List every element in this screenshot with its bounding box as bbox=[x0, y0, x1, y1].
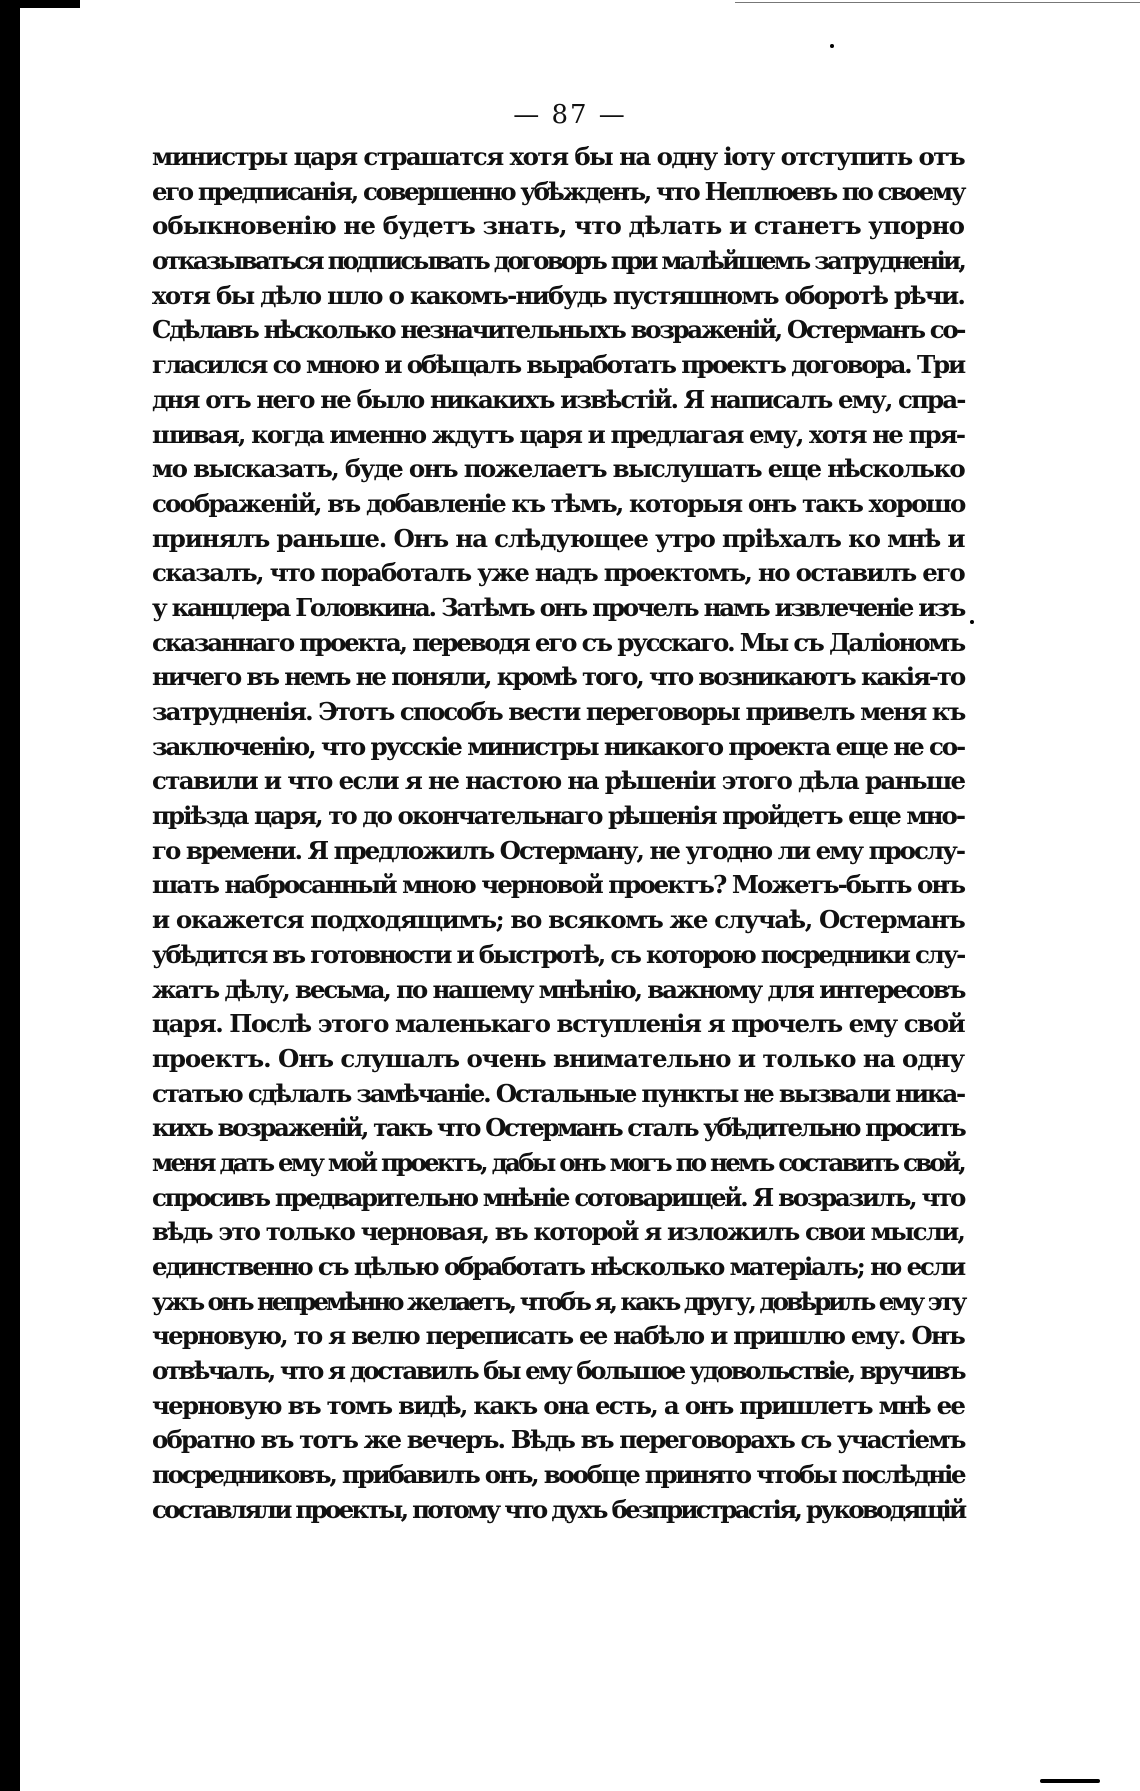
text-line: составляли проекты, потому что духъ безпристрастія, руководящій bbox=[152, 1494, 965, 1524]
text-line: пріѣзда царя, то до окончательнаго рѣшенія пройдетъ еще мно- bbox=[152, 801, 965, 831]
text-line: отказываться подписывать договоръ при малѣйшемъ затрудненіи, bbox=[152, 246, 965, 276]
text-line: царя. Послѣ этого маленькаго вступленія я прочелъ ему свой bbox=[152, 1009, 965, 1039]
text-line: меня дать ему мой проектъ, дабы онъ могъ по немъ составить свой, bbox=[152, 1147, 964, 1177]
text-line: спросивъ предварительно мнѣніе сотоварищей. Я возразилъ, что bbox=[152, 1182, 965, 1212]
text-line: ставили и что если я не настою на рѣшеніи этого дѣла раньше bbox=[152, 766, 965, 796]
text-line: обыкновенію не будетъ знать, что дѣлать и станетъ упорно bbox=[152, 211, 964, 241]
scan-speck bbox=[970, 620, 974, 624]
text-line: принялъ раньше. Онъ на слѣдующее утро пріѣхалъ ко мнѣ и bbox=[152, 523, 965, 553]
text-line: посредниковъ, прибавилъ онъ, вообще принято чтобы послѣдніе bbox=[152, 1460, 965, 1490]
text-line: ничего въ немъ не поняли, кромѣ того, что возникаютъ какія-то bbox=[152, 662, 964, 692]
text-line: соображеній, въ добавленіе къ тѣмъ, которыя онъ такъ хорошо bbox=[152, 488, 965, 518]
text-line: Сдѣлавъ нѣсколько незначительныхъ возраженій, Остерманъ со- bbox=[152, 315, 965, 345]
page-number: — 87 — bbox=[513, 100, 627, 130]
scan-top-mark bbox=[20, 0, 80, 8]
text-line: мо высказать, буде онъ пожелаетъ выслушать еще нѣсколько bbox=[152, 454, 964, 484]
scan-speck bbox=[830, 44, 834, 48]
text-line: убѣдится въ готовности и быстротѣ, съ которою посредники слу- bbox=[152, 939, 965, 969]
text-line: затрудненія. Этотъ способъ вести переговоры привелъ меня къ bbox=[152, 697, 965, 726]
text-line: статью сдѣлалъ замѣчаніе. Остальные пункты не вызвали ника- bbox=[152, 1078, 964, 1108]
text-line: черновую въ томъ видѣ, какъ она есть, а онъ пришлетъ мнѣ ее bbox=[152, 1390, 965, 1420]
scan-top-line bbox=[735, 2, 1140, 3]
text-line: го времени. Я предложилъ Остерману, не угодно ли ему прослу- bbox=[152, 835, 964, 865]
text-line: вѣдь это только черновая, въ которой я изложилъ свои мысли, bbox=[152, 1217, 965, 1247]
text-line: шивая, когда именно ждутъ царя и предлагая ему, хотя не пря- bbox=[152, 419, 965, 449]
text-line: и окажется подходящимъ; во всякомъ же случаѣ, Остерманъ bbox=[152, 905, 965, 935]
text-line: сказалъ, что поработалъ уже надъ проектомъ, но оставилъ его bbox=[152, 558, 964, 588]
text-line: министры царя страшатся хотя бы на одну іоту отступить отъ bbox=[152, 142, 965, 171]
text-line: черновую, то я велю переписать ее набѣло и пришлю ему. Онъ bbox=[152, 1321, 964, 1351]
text-line: заключенію, что русскіе министры никакого проекта еще не со- bbox=[152, 731, 964, 761]
text-line: хотя бы дѣло шло о какомъ-нибудь пустяшномъ оборотѣ рѣчи. bbox=[152, 280, 965, 310]
text-line: обратно въ тотъ же вечеръ. Вѣдь въ переговорахъ съ участіемъ bbox=[152, 1425, 965, 1455]
body-text bbox=[152, 140, 964, 1528]
text-line: кихъ возраженій, такъ что Остерманъ сталъ убѣдительно просить bbox=[152, 1113, 965, 1143]
text-line: у канцлера Головкина. Затѣмъ онъ прочелъ намъ извлеченіе изъ bbox=[152, 592, 965, 622]
scan-left-edge bbox=[0, 0, 20, 1791]
text-line: отвѣчалъ, что я доставилъ бы ему большое удовольствіе, вручивъ bbox=[152, 1356, 965, 1386]
text-line: жатъ дѣлу, весьма, по нашему мнѣнію, важному для интересовъ bbox=[152, 974, 965, 1004]
text-line: проектъ. Онъ слушалъ очень внимательно и только на одну bbox=[152, 1043, 965, 1073]
text-line: единственно съ цѣлью обработать нѣсколько матеріалъ; но если bbox=[152, 1252, 964, 1281]
text-line: дня отъ него не было никакихъ извѣстій. Я написалъ ему, спра- bbox=[152, 384, 965, 414]
text-line: его предписанія, совершенно убѣжденъ, что Неплюевъ по своему bbox=[152, 176, 964, 206]
text-line: шать набросанный мною черновой проектъ? Можетъ-быть онъ bbox=[152, 870, 965, 900]
scan-bottom-mark bbox=[1040, 1779, 1100, 1783]
text-line: сказаннаго проекта, переводя его съ русскаго. Мы съ Даліономъ bbox=[152, 627, 964, 657]
text-line: гласился со мною и обѣщалъ выработать проектъ договора. Три bbox=[152, 350, 964, 380]
text-line: ужъ онъ непремѣнно желаетъ, чтобъ я, какъ другу, довѣрилъ ему эту bbox=[152, 1286, 965, 1316]
